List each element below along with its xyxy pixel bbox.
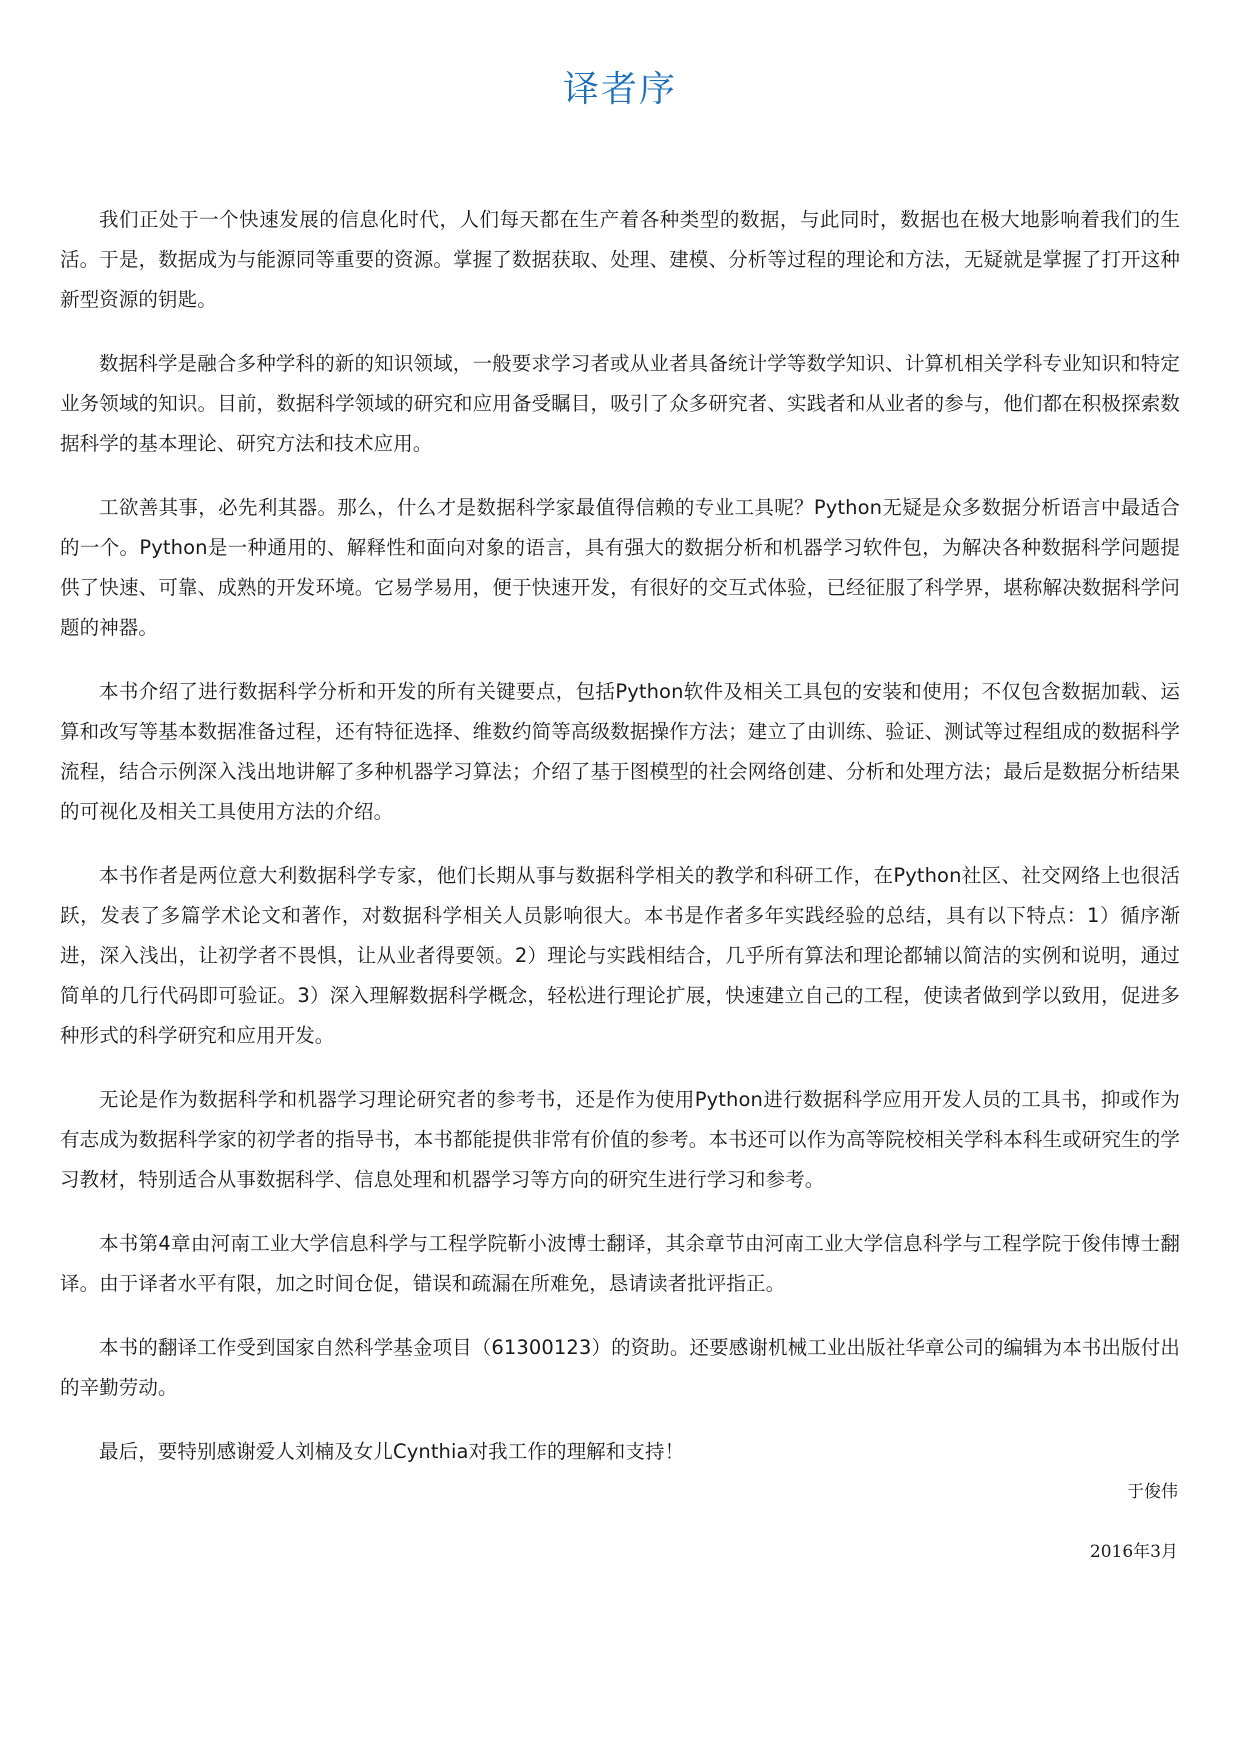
paragraph-7: 本书第4章由河南工业大学信息科学与工程学院靳小波博士翻译，其余章节由河南工业大学信息科学与工程学院于俊伟博士翻译。由于译者水平有限，加之时间仓促，错误和疏漏在所难免，恳请读者批评指正。 (60, 1232, 1180, 1295)
paragraph-6: 无论是作为数据科学和机器学习理论研究者的参考书，还是作为使用Python进行数据科学应用开发人员的工具书，抑或作为有志成为数据科学家的初学者的指导书，本书都能提供非常有价值的参考。本书还可以作为高等院校相关学科本科生或研究生的学习教材，特别适合从事数据科学、信息处理和机器学习等方向的研究生进行学习和参考。 (60, 1088, 1180, 1191)
paragraph-9: 最后，要特别感谢爱人刘楠及女儿Cynthia对我工作的理解和支持！ (99, 1440, 685, 1463)
signature-date: 2016年3月 (1089, 1542, 1178, 1562)
paragraph-4: 本书介绍了进行数据科学分析和开发的所有关键要点，包括Python软件及相关工具包的安装和使用；不仅包含数据加载、运算和改写等基本数据准备过程，还有特征选择、维数约简等高级数据操作方法；建立了由训练、验证、测试等过程组成的数据科学流程，结合示例深入浅出地讲解了多种机器学习算法；介绍了基于图模型的社会网络创建、分析和处理方法；最后是数据分析结果的可视化及相关工具使用方法的介绍。 (60, 680, 1180, 823)
paragraph-8: 本书的翻译工作受到国家自然科学基金项目（61300123）的资助。还要感谢机械工业出版社华章公司的编辑为本书出版付出的辛勤劳动。 (60, 1336, 1180, 1399)
paragraph-5: 本书作者是两位意大利数据科学专家，他们长期从事与数据科学相关的教学和科研工作，在Python社区、社交网络上也很活跃，发表了多篇学术论文和著作，对数据科学相关人员影响很大。本书是作者多年实践经验的总结，具有以下特点：1）循序渐进，深入浅出，让初学者不畏惧，让从业者得要领。2）理论与实践相结合，几乎所有算法和理论都辅以简洁的实例和说明，通过简单的几行代码即可验证。3）深入理解数据科学概念，轻松进行理论扩展，快速建立自己的工程，使读者做到学以致用，促进多种形式的科学研究和应用开发。 (60, 864, 1180, 1047)
paragraph-2: 数据科学是融合多种学科的新的知识领域，一般要求学习者或从业者具备统计学等数学知识、计算机相关学科专业知识和特定业务领域的知识。目前，数据科学领域的研究和应用备受瞩目，吸引了众多研究者、实践者和从业者的参与，他们都在积极探索数据科学的基本理论、研究方法和技术应用。 (60, 352, 1180, 455)
translator-signature: 于俊伟 (1127, 1482, 1178, 1502)
paragraph-3: 工欲善其事，必先利其器。那么，什么才是数据科学家最值得信赖的专业工具呢？Python无疑是众多数据分析语言中最适合的一个。Python是一种通用的、解释性和面向对象的语言，具有强大的数据分析和机器学习软件包，为解决各种数据科学问题提供了快速、可靠、成熟的开发环境。它易学易用，便于快速开发，有很好的交互式体验，已经征服了科学界，堪称解决数据科学问题的神器。 (60, 496, 1180, 639)
paragraph-1: 我们正处于一个快速发展的信息化时代，人们每天都在生产着各种类型的数据，与此同时，数据也在极大地影响着我们的生活。于是，数据成为与能源同等重要的资源。掌握了数据获取、处理、建模、分析等过程的理论和方法，无疑就是掌握了打开这种新型资源的钥匙。 (60, 208, 1180, 311)
preface-body (60, 200, 1180, 1496)
page-title: 译者序 (562, 69, 677, 110)
